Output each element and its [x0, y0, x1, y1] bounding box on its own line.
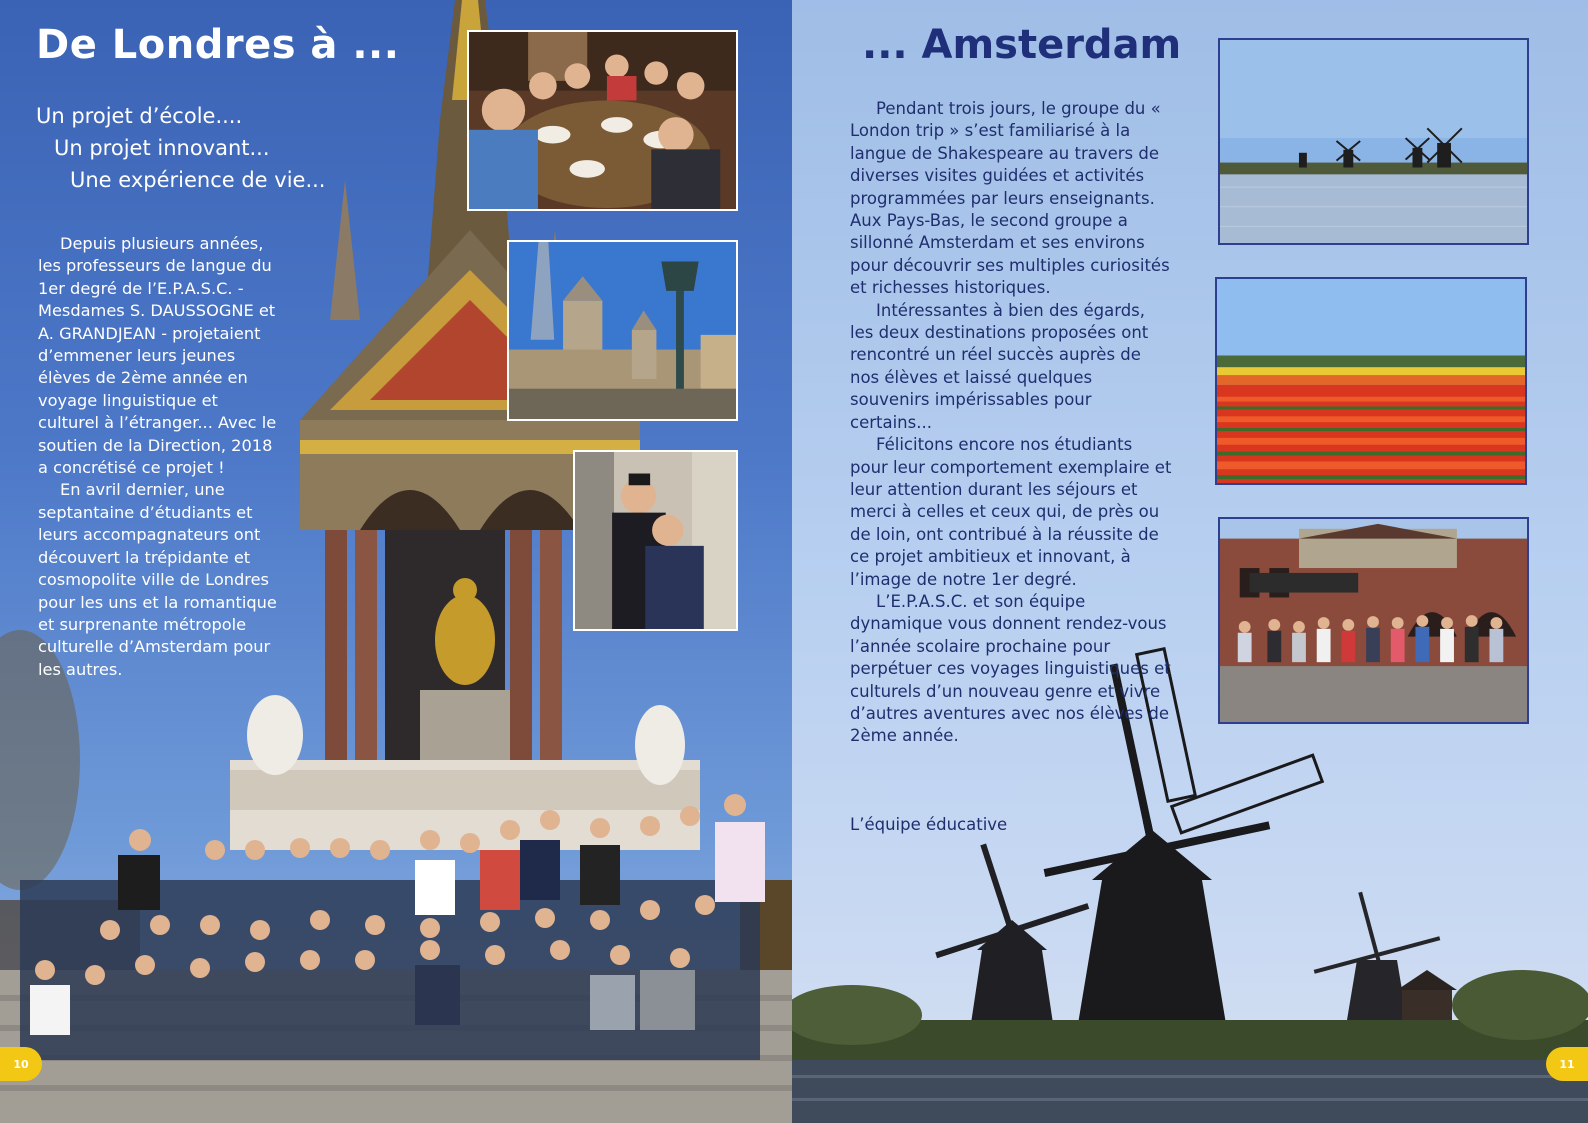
photo-tulip-fields — [1215, 277, 1527, 485]
left-page — [0, 0, 792, 1123]
page-number-left: 10 — [0, 1047, 42, 1081]
page-title-right: ... Amsterdam — [862, 22, 1182, 68]
photo-police-officer-student — [573, 450, 738, 631]
photo-tower-of-london — [507, 240, 738, 421]
paragraph: Pendant trois jours, le groupe du « London trip » s’est familiarisé à la langue de Shakespeare au travers de diverses visites guidées et activités programmées par leurs enseignants. Aux Pays-Bas, le second groupe a sillonné Amsterdam et ses environs pour découvrir ses multiples curiosités et richesses historiques. — [850, 99, 1170, 298]
paragraph: L’E.P.A.S.C. et son équipe dynamique vous donnent rendez-vous l’année scolaire prochaine pour perpétuer ces voyages linguistiques et culturels d’un nouveau genre et vivre d’autres aventures avec nos élèves de 2ème année. — [850, 591, 1171, 746]
article-body-right — [850, 98, 1172, 748]
page-title-left: De Londres à ... — [36, 22, 400, 68]
tagline-school-project: Un projet d’école.... — [36, 104, 243, 128]
tagline-life-experience: Une expérience de vie... — [70, 168, 326, 192]
paragraph: Félicitons encore nos étudiants pour leur comportement exemplaire et leur attention durant les séjours et merci à celles et ceux qui, de près ou de loin, ont contribué à la réussite de ce projet ambitieux et innovant, à l’image de notre 1er degré. — [850, 435, 1172, 589]
page-number-right: 11 — [1546, 1047, 1588, 1081]
photo-kinderdijk-windmills — [1218, 38, 1529, 245]
photo-rijksmuseum-group — [1218, 517, 1529, 724]
paragraph: Depuis plusieurs années, les professeurs de langue du 1er degré de l’E.P.A.S.C. - Mesdames S. DAUSSOGNE et A. GRANDJEAN - projetaient d’emmener leurs jeunes élèves de 2ème année en voyage linguistique et culturel à l’étranger... Avec le soutien de la Direction, 2018 a concrétisé ce projet ! — [38, 234, 277, 478]
right-page — [792, 0, 1588, 1123]
photo-restaurant-students — [467, 30, 738, 211]
paragraph: Intéressantes à bien des égards, les deux destinations proposées ont rencontré un réel succès auprès de nos élèves et laissé quelques souvenirs impérissables pour certains... — [850, 300, 1149, 432]
signature: L’équipe éducative — [850, 815, 1008, 834]
tagline-innovative-project: Un projet innovant... — [54, 136, 270, 160]
paragraph: En avril dernier, une septantaine d’étudiants et leurs accompagnateurs ont découvert la trépidante et cosmopolite ville de Londres pour les uns et la romantique et surprenante métropole culturelle d’Amsterdam pour les autres. — [38, 480, 277, 679]
article-body-left — [38, 233, 278, 681]
